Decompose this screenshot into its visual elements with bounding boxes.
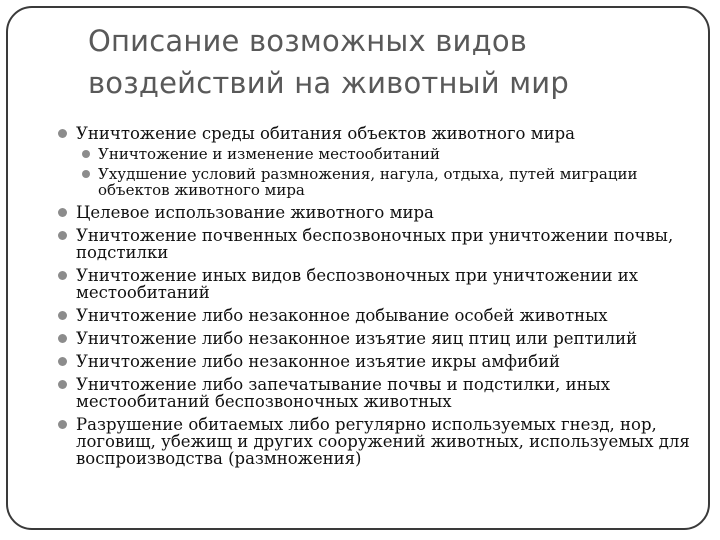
bullet-icon: [82, 170, 90, 178]
list-item-text: Разрушение обитаемых либо регулярно используемых гнезд, нор, логовищ, убежищ и других сооружений животных, используемых для воспроизводства (размножения): [76, 415, 690, 468]
sub-list-item: [76, 166, 702, 198]
list-item: [52, 353, 702, 370]
bullet-icon: [58, 334, 67, 343]
list-item: [52, 416, 702, 467]
bullet-icon: [58, 420, 67, 429]
list-item: [52, 376, 702, 410]
sub-list-item: [76, 146, 702, 162]
list-item-text: Целевое использование животного мира: [76, 203, 434, 222]
bullet-icon: [58, 357, 67, 366]
bullet-icon: [58, 208, 67, 217]
list-item: [52, 227, 702, 261]
list-item: [52, 307, 702, 324]
sub-list-item-text: Ухудшение условий размножения, нагула, отдыха, путей миграции объектов животного мира: [98, 165, 638, 199]
list-item: [52, 267, 702, 301]
slide-frame: [6, 6, 710, 530]
list-item: [52, 204, 702, 221]
list-item-text: Уничтожение либо незаконное добывание особей животных: [76, 306, 608, 325]
sub-list-item-text: Уничтожение и изменение местообитаний: [98, 145, 440, 163]
list-item: [52, 125, 702, 198]
bullet-list: [52, 125, 702, 473]
bullet-icon: [58, 231, 67, 240]
sub-bullet-list: [76, 146, 702, 198]
bullet-icon: [82, 150, 90, 158]
list-item-text: Уничтожение либо незаконное изъятие яиц птиц или рептилий: [76, 329, 638, 348]
list-item-text: Уничтожение почвенных беспозвоночных при уничтожении почвы, подстилки: [76, 226, 674, 262]
list-item-text: Уничтожение либо запечатывание почвы и подстилки, иных местообитаний беспозвоночных животных: [76, 375, 611, 411]
list-item: [52, 330, 702, 347]
bullet-icon: [58, 311, 67, 320]
bullet-icon: [58, 380, 67, 389]
list-item-text: Уничтожение среды обитания объектов животного мира: [76, 124, 575, 143]
bullet-icon: [58, 271, 67, 280]
list-item-text: Уничтожение иных видов беспозвоночных при уничтожении их местообитаний: [76, 266, 638, 302]
slide-title: Описание возможных видов воздействий на животный мир: [88, 24, 569, 100]
bullet-icon: [58, 129, 67, 138]
list-item-text: Уничтожение либо незаконное изъятие икры амфибий: [76, 352, 561, 371]
